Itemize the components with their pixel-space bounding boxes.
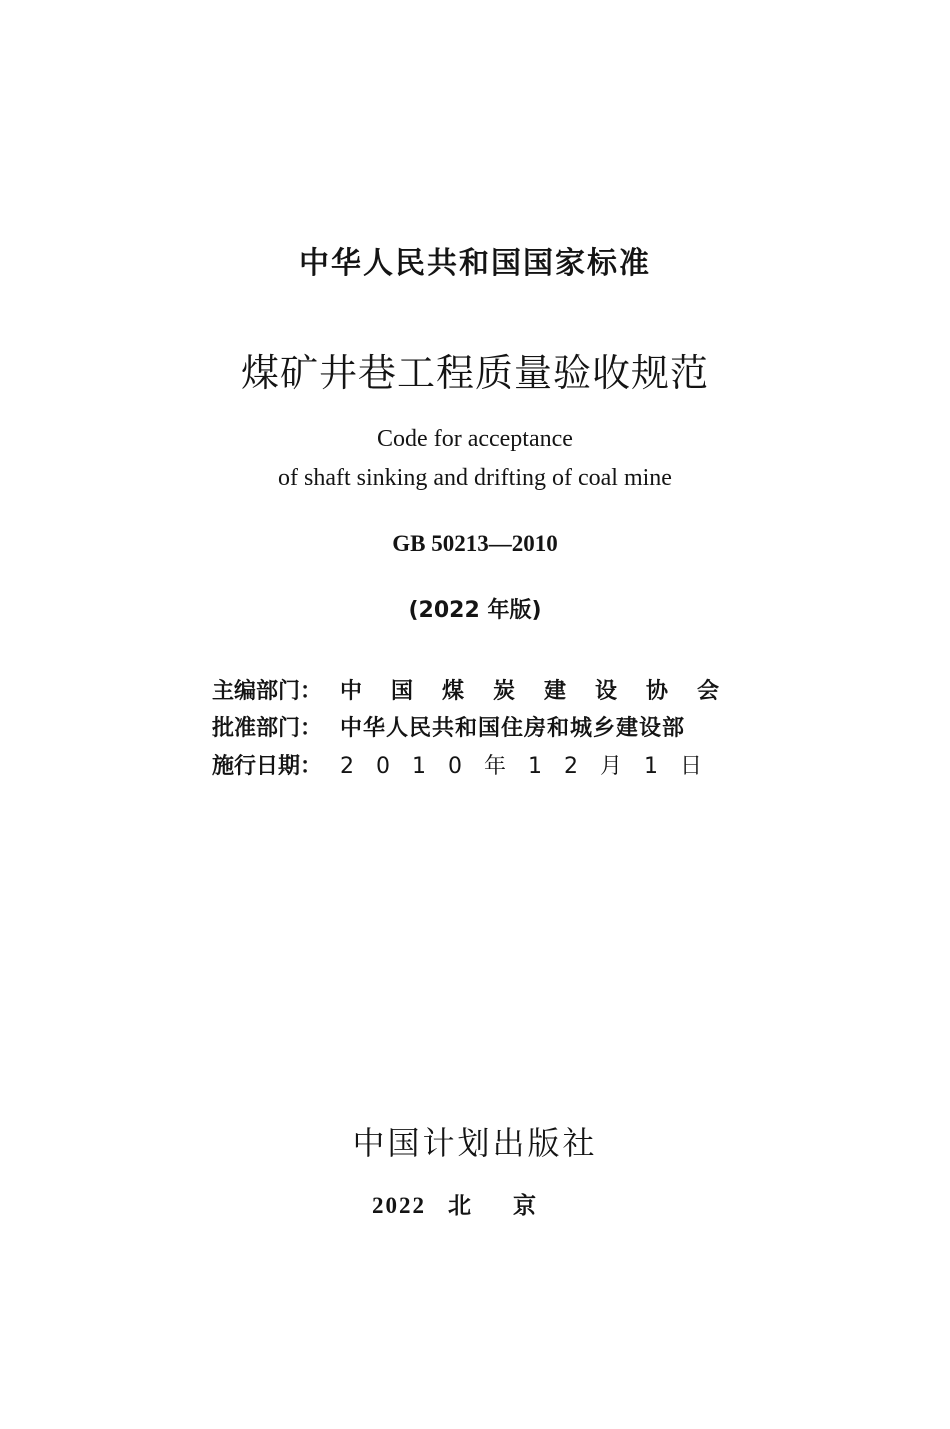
english-title-line-2: of shaft sinking and drifting of coal mine xyxy=(278,465,672,491)
meta-value: 2010年12月1日 xyxy=(340,754,724,779)
meta-label: 主编部门： xyxy=(212,679,323,704)
meta-label: 施行日期： xyxy=(212,754,323,779)
meta-value: 中华人民共和国住房和城乡建设部 xyxy=(340,716,686,741)
chinese-title: 煤矿井巷工程质量验收规范 xyxy=(240,351,709,395)
english-title-line-1: Code for acceptance xyxy=(377,426,573,452)
meta-row-effective-date xyxy=(212,749,732,780)
edition-label: (2022 年版) xyxy=(408,598,542,623)
publication-year: 2022 xyxy=(372,1193,426,1218)
publisher-name: 中国计划出版社 xyxy=(352,1124,598,1162)
publication-city: 北京 xyxy=(448,1193,578,1219)
meta-value: 中国煤炭建设协会 xyxy=(340,679,749,704)
meta-row-approver xyxy=(212,711,732,742)
standard-series-heading: 中华人民共和国国家标准 xyxy=(299,246,651,281)
meta-row-editor xyxy=(212,674,749,705)
meta-label: 批准部门： xyxy=(212,716,323,741)
publication-year-city xyxy=(0,1187,950,1220)
standard-code: GB 50213—2010 xyxy=(392,531,558,556)
